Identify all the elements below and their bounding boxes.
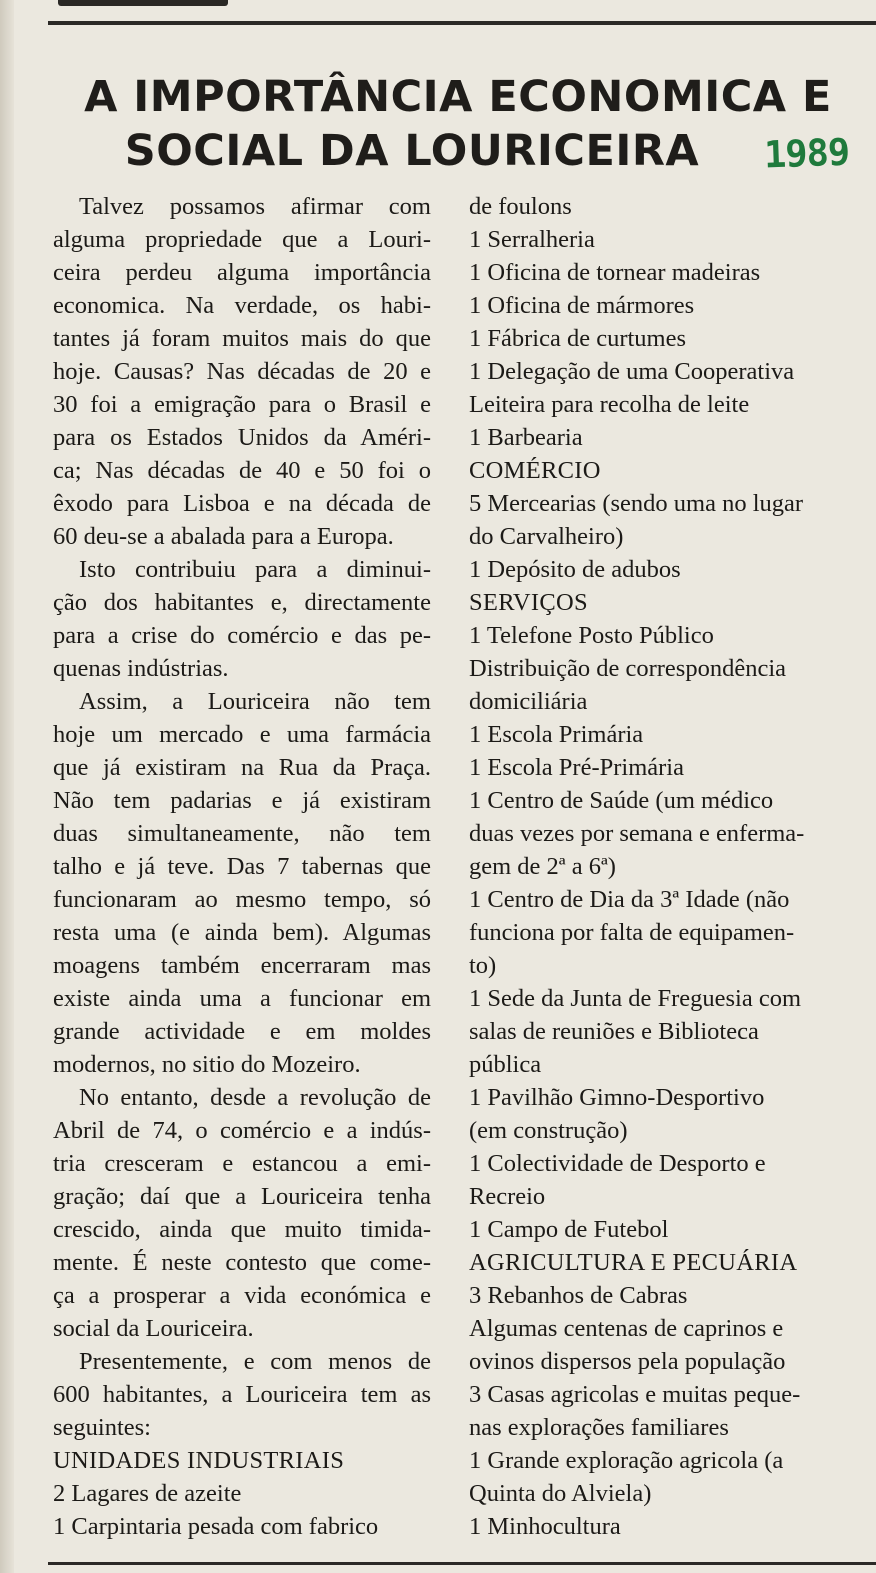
article-headline — [40, 70, 876, 178]
list-item: 1 Centro de Saúde (um médico — [469, 787, 774, 814]
text-line: quenas indústrias. — [53, 655, 229, 682]
text-line: que já existiram na Rua da Praça. — [53, 754, 431, 781]
list-item: 1 Depósito de adubos — [469, 556, 681, 583]
list-item: 2 Lagares de azeite — [53, 1480, 242, 1507]
list-item: gem de 2ª a 6ª) — [469, 853, 616, 880]
headline-line-2 — [40, 124, 876, 178]
list-item: 1 Carpintaria pesada com fabrico — [53, 1513, 379, 1540]
left-column — [53, 190, 431, 1543]
text-line: 30 foi a emigração para o Brasil e — [53, 391, 431, 418]
list-item: 1 Fábrica de curtumes — [469, 325, 687, 352]
list-item: 1 Telefone Posto Público — [469, 622, 714, 649]
list-item: 3 Rebanhos de Cabras — [469, 1282, 688, 1309]
list-item: 1 Oficina de tornear madeiras — [469, 259, 761, 286]
list-item: 1 Oficina de mármores — [469, 292, 695, 319]
text-line: Isto contribuiu para a diminui- — [79, 556, 431, 583]
paragraph-2 — [53, 553, 431, 685]
text-line: 60 deu-se a abalada para a Europa. — [53, 523, 394, 550]
text-line: 600 habitantes, a Louriceira tem as — [53, 1381, 431, 1408]
text-line: seguintes: — [53, 1414, 151, 1441]
text-line: talho e já teve. Das 7 tabernas que — [53, 853, 431, 880]
list-item: 1 Centro de Dia da 3ª Idade (não — [469, 886, 790, 913]
list-item: do Carvalheiro) — [469, 523, 624, 550]
text-line: gração; daí que a Louriceira tenha — [53, 1183, 431, 1210]
list-item: 1 Delegação de uma Cooperativa — [469, 358, 795, 385]
text-line: modernos, no sitio do Mozeiro. — [53, 1051, 361, 1078]
text-line: Não tem padarias e já existiram — [53, 787, 431, 814]
text-line: tantes já foram muitos mais do que — [53, 325, 431, 352]
industrial-list-left — [53, 1477, 431, 1543]
text-line: alguma propriedade que a Louri- — [53, 226, 431, 253]
paragraph-5 — [53, 1345, 431, 1444]
text-line: hoje. Causas? Nas décadas de 20 e — [53, 358, 431, 385]
right-column — [469, 190, 849, 1543]
text-line: economica. Na verdade, os habi- — [53, 292, 431, 319]
list-item: 1 Minhocultura — [469, 1513, 621, 1540]
list-item: salas de reuniões e Biblioteca — [469, 1018, 759, 1045]
agricultura-list — [469, 1279, 849, 1543]
list-item: domiciliária — [469, 688, 588, 715]
text-line: resta uma (e ainda bem). Algumas — [53, 919, 431, 946]
list-item: 1 Grande exploração agricola (a — [469, 1447, 784, 1474]
list-item: to) — [469, 952, 497, 979]
text-line: Talvez possamos afirmar com — [79, 193, 431, 220]
text-line: ca; Nas décadas de 40 e 50 foi o — [53, 457, 431, 484]
text-line: moagens também encerraram mas — [53, 952, 431, 979]
list-item: Quinta do Alviela) — [469, 1480, 652, 1507]
list-item: 1 Escola Pré-Primária — [469, 754, 684, 781]
list-item: Leiteira para recolha de leite — [469, 391, 750, 418]
list-item: 3 Casas agricolas e muitas peque- — [469, 1381, 801, 1408]
headline-line-1: A IMPORTÂNCIA ECONOMICA E — [84, 72, 832, 122]
text-line: No entanto, desde a revolução de — [79, 1084, 431, 1111]
text-line: mente. É neste contesto que come- — [53, 1249, 431, 1276]
section-heading-agricultura: AGRICULTURA E PECUÁRIA — [469, 1249, 798, 1276]
text-line: tria cresceram e estancou a emi- — [53, 1150, 431, 1177]
cropped-masthead-fragment — [58, 0, 228, 6]
text-line: ceira perdeu alguma importância — [53, 259, 431, 286]
text-line: funcionaram ao mesmo tempo, só — [53, 886, 431, 913]
text-line: social da Louriceira. — [53, 1315, 254, 1342]
handwritten-year-note: 1989 — [763, 130, 850, 177]
text-line: crescido, ainda que muito timida- — [53, 1216, 431, 1243]
list-item: ovinos dispersos pela população — [469, 1348, 786, 1375]
top-rule — [48, 21, 876, 25]
list-item: funciona por falta de equipamen- — [469, 919, 795, 946]
text-line: êxodo para Lisboa e na década de — [53, 490, 431, 517]
section-heading-servicos: SERVIÇOS — [469, 589, 588, 616]
list-item: Recreio — [469, 1183, 546, 1210]
list-item: pública — [469, 1051, 542, 1078]
servicos-list — [469, 619, 849, 1246]
list-item: Distribuição de correspondência — [469, 655, 787, 682]
comercio-list — [469, 487, 849, 586]
text-line: duas simultaneamente, não tem — [53, 820, 431, 847]
list-item: 1 Colectividade de Desporto e — [469, 1150, 766, 1177]
text-line: hoje um mercado e uma farmácia — [53, 721, 431, 748]
section-heading-comercio: COMÉRCIO — [469, 457, 601, 484]
bottom-rule — [48, 1562, 876, 1565]
text-line: grande actividade e em moldes — [53, 1018, 431, 1045]
list-item: 1 Serralheria — [469, 226, 595, 253]
text-line: Assim, a Louriceira não tem — [79, 688, 431, 715]
list-item: 1 Campo de Futebol — [469, 1216, 669, 1243]
text-line: para a crise do comércio e das pe- — [53, 622, 431, 649]
text-line: ção dos habitantes e, directamente — [53, 589, 431, 616]
list-item: de foulons — [469, 193, 572, 220]
text-line: Presentemente, e com menos de — [79, 1348, 431, 1375]
text-line: existe ainda uma a funcionar em — [53, 985, 431, 1012]
text-line: Abril de 74, o comércio e a indús- — [53, 1117, 431, 1144]
list-item: Algumas centenas de caprinos e — [469, 1315, 784, 1342]
list-item: 1 Barbearia — [469, 424, 583, 451]
list-item: 1 Escola Primária — [469, 721, 644, 748]
paragraph-4 — [53, 1081, 431, 1345]
paper-edge — [0, 0, 14, 1573]
section-heading-industrial: UNIDADES INDUSTRIAIS — [53, 1447, 345, 1474]
text-line: ça a prosperar a vida económica e — [53, 1282, 431, 1309]
list-item: 1 Sede da Junta de Freguesia com — [469, 985, 802, 1012]
list-item: nas explorações familiares — [469, 1414, 729, 1441]
industrial-list-right — [469, 190, 849, 454]
paragraph-3 — [53, 685, 431, 1081]
list-item: (em construção) — [469, 1117, 628, 1144]
list-item: duas vezes por semana e enferma- — [469, 820, 805, 847]
list-item: 1 Pavilhão Gimno-Desportivo — [469, 1084, 765, 1111]
list-item: 5 Mercearias (sendo uma no lugar — [469, 490, 804, 517]
text-line: para os Estados Unidos da Améri- — [53, 424, 431, 451]
paragraph-1 — [53, 190, 431, 553]
headline-line-2-text: SOCIAL DA LOURICEIRA — [124, 126, 700, 176]
